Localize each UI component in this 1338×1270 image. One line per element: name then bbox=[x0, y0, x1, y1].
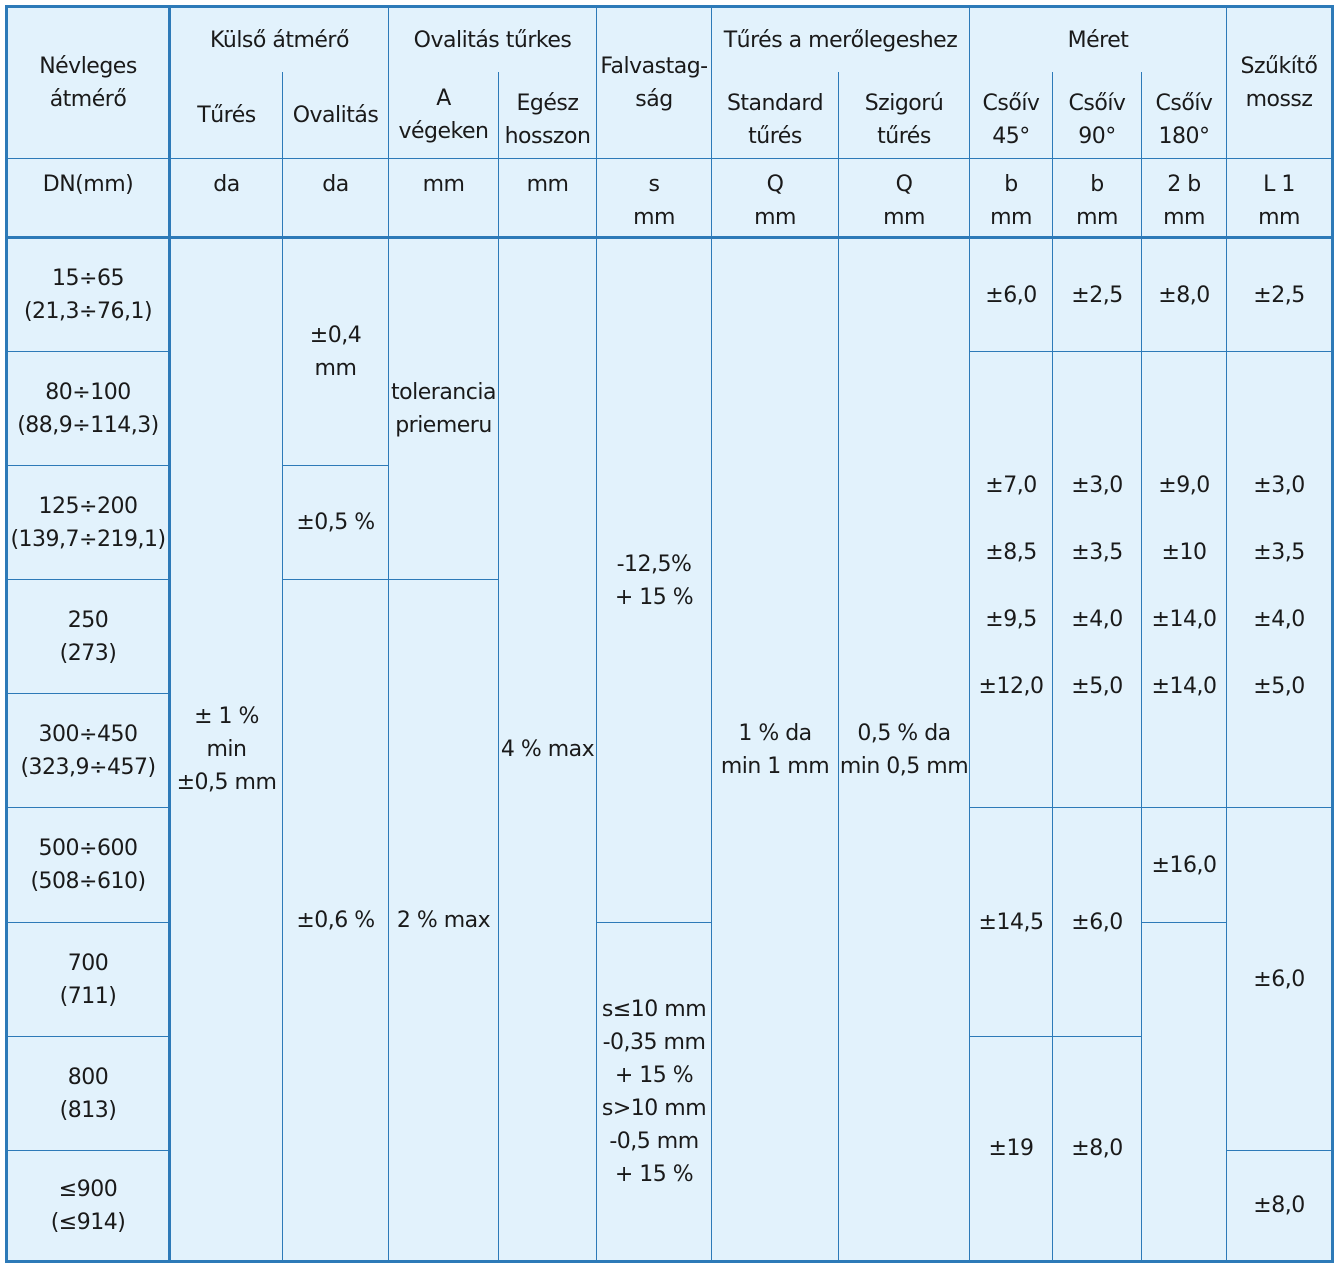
unit-dn: DN(mm) bbox=[42, 171, 134, 197]
reducer-value: ±8,0 bbox=[1253, 1193, 1305, 1218]
elbow180-value: ±16,0 bbox=[1151, 852, 1217, 878]
reducer-value: ±6,0 bbox=[1253, 966, 1305, 992]
header-elbow-45: Csőív 45° bbox=[982, 91, 1040, 149]
reducer-value: ±2,5 bbox=[1253, 282, 1305, 308]
full-length-value: 4 % max bbox=[500, 737, 595, 762]
row-nominal: 250 (273) bbox=[59, 607, 117, 666]
elbow45-value: ±9,5 bbox=[985, 606, 1037, 632]
elbow180-value: ±10 bbox=[1161, 539, 1207, 565]
elbow90-value: ±3,0 bbox=[1071, 472, 1123, 498]
elbow180-value: ±8,0 bbox=[1158, 282, 1210, 308]
reducer-value: ±5,0 bbox=[1253, 673, 1305, 699]
elbow90-value: ±3,5 bbox=[1071, 539, 1123, 565]
unit-s: s mm bbox=[633, 172, 675, 230]
ends-value: 2 % max bbox=[396, 907, 491, 933]
elbow45-value: ±7,0 bbox=[985, 472, 1037, 498]
divider bbox=[969, 351, 1331, 352]
elbow180-value: ±14,0 bbox=[1151, 606, 1217, 632]
header-reducer: Szűkítő mossz bbox=[1240, 54, 1318, 112]
ends-value: tolerancia priemeru bbox=[391, 380, 496, 438]
header-wall-thickness: Falvastag- ság bbox=[600, 54, 708, 112]
unit-da: da bbox=[322, 171, 349, 197]
header-nominal: Névleges átmérő bbox=[39, 54, 137, 112]
row-nominal: 800 (813) bbox=[59, 1064, 117, 1123]
unit-b: b mm bbox=[990, 172, 1032, 230]
row-nominal: 300÷450 (323,9÷457) bbox=[20, 721, 156, 780]
header-standard: Standard tűrés bbox=[726, 91, 824, 149]
row-nominal: 80÷100 (88,9÷114,3) bbox=[17, 379, 159, 438]
unit-mm: mm bbox=[422, 171, 465, 197]
unit-q: Q mm bbox=[883, 172, 925, 230]
elbow180-value: ±14,0 bbox=[1151, 673, 1217, 699]
elbow90-value: ±6,0 bbox=[1071, 909, 1123, 935]
elbow45-value: ±6,0 bbox=[985, 282, 1037, 308]
reducer-value: ±3,0 bbox=[1253, 472, 1305, 498]
unit-2b: 2 b mm bbox=[1163, 172, 1205, 230]
unit-da: da bbox=[213, 171, 240, 197]
ovality-value: ±0,6 % bbox=[296, 907, 375, 933]
row-nominal: 125÷200 (139,7÷219,1) bbox=[10, 493, 166, 552]
tolerance-value: ± 1 % min ±0,5 mm bbox=[176, 704, 277, 795]
ovality-value: ±0,5 % bbox=[296, 510, 375, 535]
elbow45-value: ±8,5 bbox=[985, 539, 1037, 565]
elbow90-value: ±4,0 bbox=[1071, 606, 1123, 632]
unit-q: Q mm bbox=[754, 172, 796, 230]
elbow90-value: ±5,0 bbox=[1071, 673, 1123, 699]
header-size: Méret bbox=[1067, 27, 1129, 53]
header-elbow-180: Csőív 180° bbox=[1155, 91, 1213, 149]
header-at-ends: A végeken bbox=[398, 86, 489, 144]
reducer-value: ±3,5 bbox=[1253, 539, 1305, 565]
header-outer-diameter: Külső átmérő bbox=[210, 27, 349, 53]
header-strict: Szigorú tűrés bbox=[864, 91, 944, 149]
elbow45-value: ±12,0 bbox=[978, 673, 1044, 699]
unit-mm: mm bbox=[526, 171, 569, 197]
header-ovality: Ovalitás bbox=[292, 102, 379, 128]
header-tolerance: Tűrés bbox=[197, 102, 256, 128]
row-nominal: ≤900 (≤914) bbox=[50, 1176, 126, 1235]
header-full-length: Egész hosszon bbox=[504, 91, 591, 149]
header-elbow-90: Csőív 90° bbox=[1068, 91, 1126, 149]
elbow180-value: ±9,0 bbox=[1158, 472, 1210, 498]
ovality-value: ±0,4 mm bbox=[309, 323, 362, 381]
elbow45-value: ±19 bbox=[988, 1136, 1034, 1161]
unit-l1: L 1 mm bbox=[1258, 172, 1300, 230]
unit-b: b mm bbox=[1076, 172, 1118, 230]
strict-value: 0,5 % da min 0,5 mm bbox=[839, 720, 969, 779]
row-nominal: 500÷600 (508÷610) bbox=[30, 836, 146, 894]
wall-value: -12,5% + 15 % bbox=[614, 551, 694, 610]
divider bbox=[1141, 922, 1226, 923]
standard-value: 1 % da min 1 mm bbox=[720, 720, 830, 779]
header-ovality-tolerance: Ovalitás tűrkes bbox=[413, 27, 572, 53]
tolerance-table bbox=[5, 5, 1334, 1263]
row-nominal: 15÷65 (21,3÷76,1) bbox=[23, 266, 153, 324]
elbow45-value: ±14,5 bbox=[978, 909, 1044, 935]
reducer-value: ±4,0 bbox=[1253, 606, 1305, 632]
header-perp-tolerance: Tűrés a merőlegeshez bbox=[723, 27, 958, 53]
row-nominal: 700 (711) bbox=[59, 950, 117, 1009]
elbow90-value: ±2,5 bbox=[1071, 282, 1123, 308]
wall-value: s≤10 mm -0,35 mm + 15 % s>10 mm -0,5 mm + 15 % bbox=[601, 996, 707, 1187]
elbow90-value: ±8,0 bbox=[1071, 1136, 1123, 1161]
